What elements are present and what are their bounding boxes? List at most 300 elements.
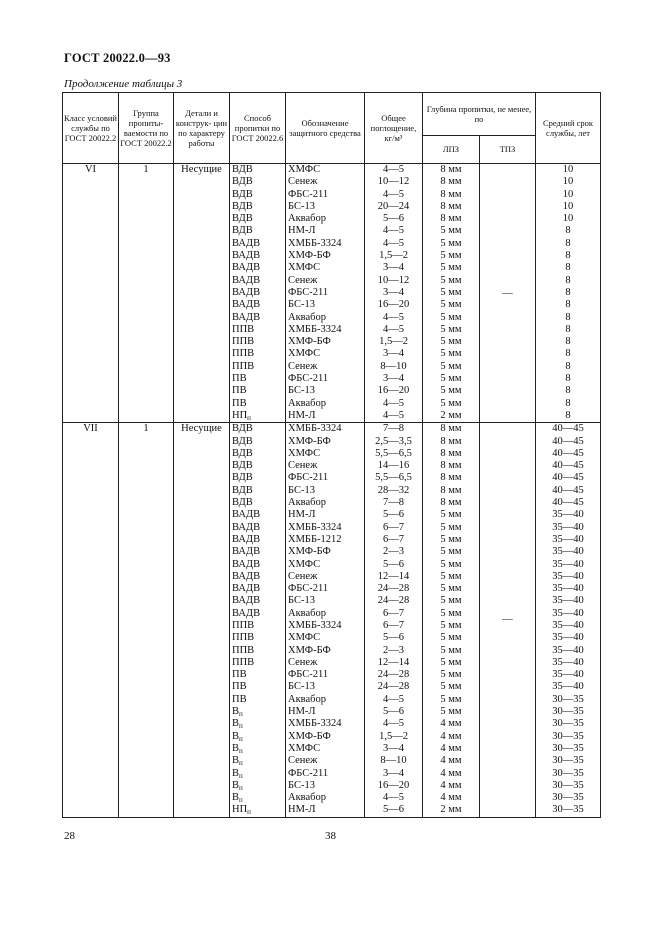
cell-absorption-entry: 4—5 <box>383 188 404 200</box>
cell-life-entry: 40—45 <box>552 435 584 447</box>
cell-agents-entry: БС-13 <box>288 484 315 496</box>
cell-life-entry: 35—40 <box>552 583 584 595</box>
table-row-group <box>63 164 601 423</box>
cell-methods-entry: ПВ <box>232 373 247 385</box>
cell-agents-entry: ХМФС <box>288 447 321 459</box>
cell-life-entry: 8 <box>565 237 571 249</box>
method-subscript: п <box>239 783 243 792</box>
cell-methods-entry: ВДВ <box>232 484 253 496</box>
col-header-tpz: ТПЗ <box>480 135 536 163</box>
cell-absorption <box>365 423 423 818</box>
cell-agents-entry: ФБС-211 <box>288 767 329 779</box>
col-header-life: Средний срок службы, лет <box>536 93 601 164</box>
cell-lpz-entry: 5 мм <box>440 595 462 607</box>
method-subscript: п <box>239 722 243 731</box>
cell-lpz-entry: 5 мм <box>440 558 462 570</box>
cell-agents-entry: Аквабор <box>288 607 327 619</box>
cell-group <box>119 423 174 818</box>
cell-agents-entry: БС-13 <box>288 385 315 397</box>
cell-methods-entry: $НП_п$ <box>232 409 251 422</box>
cell-lpz-entry: 5 мм <box>440 323 462 335</box>
method-subscript: п <box>239 746 243 755</box>
cell-methods-entry: $В_п$ <box>232 730 243 743</box>
cell-life-entry: 10 <box>562 188 574 200</box>
cell-agents-entry: Сенеж <box>288 274 318 286</box>
cell-lpz-entry: 5 мм <box>440 607 462 619</box>
cell-parts-value: Несущие <box>181 423 222 435</box>
cell-lpz-entry: 8 мм <box>440 435 462 447</box>
col-header-method: Способ пропитки по ГОСТ 20022.6 <box>230 93 286 164</box>
cell-methods-entry: $В_п$ <box>232 706 243 719</box>
method-subscript: п <box>239 734 243 743</box>
cell-life-entry: 30—35 <box>552 742 584 754</box>
cell-agents-entry: ХМББ-3324 <box>288 237 342 249</box>
cell-life-entry: 8 <box>565 409 571 421</box>
cell-life-entry: 8 <box>565 299 571 311</box>
cell-lpz-entry: 5 мм <box>440 521 462 533</box>
cell-group-value: 1 <box>143 423 149 435</box>
cell-life-entry: 40—45 <box>552 423 584 435</box>
cell-methods-entry: $В_п$ <box>232 767 243 780</box>
cell-life-entry: 8 <box>565 225 571 237</box>
cell-absorption-entry: 5—6 <box>383 706 404 718</box>
cell-lpz-entry: 8 мм <box>440 188 462 200</box>
cell-absorption-entry: 8—10 <box>380 360 407 372</box>
cell-life-entry: 30—35 <box>552 718 584 730</box>
cell-agents-entry: ФБС-211 <box>288 286 329 298</box>
cell-absorption-entry: 28—32 <box>377 484 410 496</box>
col-header-absorption: Общее поглощение, кг/м³ <box>365 93 423 164</box>
cell-agents-entry: ХМФС <box>288 742 321 754</box>
cell-agents-entry: ХМФС <box>288 632 321 644</box>
cell-agents <box>286 164 365 423</box>
cell-parts <box>174 164 230 423</box>
cell-methods-entry: ВАДВ <box>232 274 261 286</box>
cell-methods-entry: ПВ <box>232 385 247 397</box>
cell-lpz-entry: 5 мм <box>440 706 462 718</box>
cell-life-entry: 10 <box>562 200 574 212</box>
cell-agents-entry: НМ-Л <box>288 409 316 421</box>
col-header-depth: Глубина пропитки, не менее, по <box>423 93 536 136</box>
cell-agents-entry: БС-13 <box>288 681 315 693</box>
cell-agents-entry: Аквабор <box>288 497 327 509</box>
cell-life-entry: 8 <box>565 336 571 348</box>
cell-absorption-entry: 3—4 <box>383 262 404 274</box>
col-header-lpz: ЛПЗ <box>423 135 480 163</box>
cell-absorption <box>365 164 423 423</box>
cell-agents-entry: БС-13 <box>288 595 315 607</box>
cell-agents-entry: Аквабор <box>288 693 327 705</box>
cell-lpz-entry: 5 мм <box>440 570 462 582</box>
cell-life-entry: 30—35 <box>552 706 584 718</box>
cell-lpz-entry: 8 мм <box>440 460 462 472</box>
cell-life-entry: 35—40 <box>552 509 584 521</box>
cell-agents-entry: Сенеж <box>288 460 318 472</box>
cell-lpz-entry: 5 мм <box>440 546 462 558</box>
cell-life-entry: 35—40 <box>552 644 584 656</box>
cell-absorption-entry: 2—3 <box>383 546 404 558</box>
cell-methods-entry: ВДВ <box>232 200 253 212</box>
cell-methods-entry: $В_п$ <box>232 792 243 805</box>
cell-absorption-entry: 5,5—6,5 <box>375 472 412 484</box>
cell-absorption-entry: 12—14 <box>377 656 410 668</box>
cell-methods-entry: $В_п$ <box>232 718 243 731</box>
cell-agents-entry: БС-13 <box>288 779 315 791</box>
cell-agents-entry: НМ-Л <box>288 509 316 521</box>
cell-absorption-entry: 1,5—2 <box>379 336 408 348</box>
cell-lpz-entry: 5 мм <box>440 225 462 237</box>
cell-absorption-entry: 5,5—6,5 <box>375 447 412 459</box>
cell-methods-entry: ПВ <box>232 397 247 409</box>
document-code: ГОСТ 20022.0—93 <box>64 51 171 65</box>
cell-absorption-entry: 5—6 <box>383 558 404 570</box>
cell-absorption-entry: 24—28 <box>377 669 410 681</box>
cell-methods-entry: ВАДВ <box>232 570 261 582</box>
cell-agents-entry: ХМББ-1212 <box>288 533 342 545</box>
cell-absorption-entry: 8—10 <box>380 755 407 767</box>
cell-absorption-entry: 5—6 <box>383 213 404 225</box>
cell-lpz-entry: 2 мм <box>440 804 462 816</box>
cell-agents-entry: НМ-Л <box>288 804 316 816</box>
cell-parts <box>174 423 230 818</box>
cell-absorption-entry: 3—4 <box>383 373 404 385</box>
cell-methods <box>230 164 286 423</box>
cell-absorption-entry: 6—7 <box>383 533 404 545</box>
cell-absorption-entry: 5—6 <box>383 632 404 644</box>
cell-methods-entry: ВАДВ <box>232 583 261 595</box>
cell-agents-entry: Аквабор <box>288 792 327 804</box>
cell-life <box>536 164 601 423</box>
cell-methods-entry: ВАДВ <box>232 509 261 521</box>
cell-lpz-entry: 5 мм <box>440 669 462 681</box>
cell-agents-entry: ХМФ-БФ <box>288 336 331 348</box>
cell-lpz-entry: 8 мм <box>440 447 462 459</box>
cell-life-entry: 40—45 <box>552 472 584 484</box>
cell-methods-entry: ВДВ <box>232 447 253 459</box>
cell-life-entry: 30—35 <box>552 693 584 705</box>
cell-lpz-entry: 8 мм <box>440 423 462 435</box>
cell-methods-entry: ВДВ <box>232 176 253 188</box>
cell-absorption-entry: 24—28 <box>377 681 410 693</box>
cell-lpz-entry: 4 мм <box>440 730 462 742</box>
cell-methods-entry: ВДВ <box>232 225 253 237</box>
cell-lpz-entry: 5 мм <box>440 286 462 298</box>
cell-lpz-entry: 8 мм <box>440 472 462 484</box>
cell-absorption-entry: 24—28 <box>377 595 410 607</box>
cell-lpz-entry: 5 мм <box>440 583 462 595</box>
cell-methods-entry: ВАДВ <box>232 533 261 545</box>
cell-absorption-entry: 4—5 <box>383 237 404 249</box>
cell-lpz-entry: 5 мм <box>440 360 462 372</box>
cell-class-value: VII <box>83 423 98 435</box>
cell-absorption-entry: 5—6 <box>383 509 404 521</box>
cell-methods-entry: ВАДВ <box>232 250 261 262</box>
cell-methods-entry: ВАДВ <box>232 286 261 298</box>
cell-life-entry: 35—40 <box>552 669 584 681</box>
cell-tpz-value: — <box>502 287 513 299</box>
cell-methods-entry: ППВ <box>232 360 255 372</box>
cell-lpz-entry: 4 мм <box>440 767 462 779</box>
cell-life-entry: 40—45 <box>552 484 584 496</box>
cell-life-entry: 30—35 <box>552 804 584 816</box>
cell-agents-entry: ФБС-211 <box>288 188 329 200</box>
cell-agents-entry: Сенеж <box>288 755 318 767</box>
cell-absorption-entry: 20—24 <box>377 200 410 212</box>
cell-group-value: 1 <box>143 164 149 175</box>
cell-life-entry: 10 <box>562 176 574 188</box>
cell-life-entry: 10 <box>562 213 574 225</box>
cell-absorption-entry: 3—4 <box>383 742 404 754</box>
cell-lpz-entry: 5 мм <box>440 632 462 644</box>
cell-absorption-entry: 6—7 <box>383 619 404 631</box>
cell-methods-entry: ВАДВ <box>232 595 261 607</box>
cell-agents-entry: ХМФС <box>288 164 321 175</box>
cell-life-entry: 8 <box>565 262 571 274</box>
cell-lpz-entry: 4 мм <box>440 742 462 754</box>
method-subscript: п <box>239 796 243 805</box>
cell-agents-entry: ХМББ-3324 <box>288 521 342 533</box>
cell-methods-entry: ПВ <box>232 681 247 693</box>
cell-agents-entry: Сенеж <box>288 570 318 582</box>
cell-lpz-entry: 2 мм <box>440 409 462 421</box>
cell-absorption-entry: 7—8 <box>383 423 404 435</box>
cell-methods-entry: $В_п$ <box>232 742 243 755</box>
cell-life-entry: 40—45 <box>552 460 584 472</box>
cell-agents-entry: Аквабор <box>288 397 327 409</box>
cell-methods-entry: ППВ <box>232 323 255 335</box>
cell-methods-entry: ВАДВ <box>232 546 261 558</box>
cell-agents-entry: ХМББ-3324 <box>288 423 342 435</box>
cell-agents-entry: ХМББ-3324 <box>288 323 342 335</box>
cell-absorption-entry: 16—20 <box>377 299 410 311</box>
cell-lpz-entry: 5 мм <box>440 397 462 409</box>
cell-methods-entry: ППВ <box>232 336 255 348</box>
cell-methods-entry: ППВ <box>232 619 255 631</box>
cell-agents-entry: ХМФ-БФ <box>288 644 331 656</box>
cell-life-entry: 8 <box>565 250 571 262</box>
cell-class-value: VI <box>84 164 97 175</box>
cell-life-entry: 30—35 <box>552 767 584 779</box>
cell-agents-entry: ФБС-211 <box>288 373 329 385</box>
cell-methods-entry: ППВ <box>232 644 255 656</box>
cell-absorption-entry: 3—4 <box>383 767 404 779</box>
cell-parts-value: Несущие <box>181 164 222 175</box>
cell-class <box>63 423 119 818</box>
cell-agents-entry: ХМББ-3324 <box>288 718 342 730</box>
cell-methods <box>230 423 286 818</box>
cell-agents-entry: Сенеж <box>288 360 318 372</box>
cell-lpz-entry: 5 мм <box>440 656 462 668</box>
method-subscript: п <box>247 808 251 817</box>
method-subscript: п <box>247 413 251 422</box>
cell-lpz-entry: 5 мм <box>440 311 462 323</box>
cell-absorption-entry: 10—12 <box>377 274 410 286</box>
cell-life-entry: 30—35 <box>552 792 584 804</box>
cell-lpz-entry: 5 мм <box>440 509 462 521</box>
cell-lpz-entry: 5 мм <box>440 644 462 656</box>
cell-absorption-entry: 4—5 <box>383 311 404 323</box>
col-header-parts: Детали и конструк- ции по характеру работы <box>174 93 230 164</box>
cell-agents-entry: ФБС-211 <box>288 669 329 681</box>
cell-life-entry: 35—40 <box>552 681 584 693</box>
cell-methods-entry: ППВ <box>232 656 255 668</box>
cell-absorption-entry: 1,5—2 <box>379 730 408 742</box>
cell-class <box>63 164 119 423</box>
cell-lpz-entry: 8 мм <box>440 484 462 496</box>
cell-tpz <box>480 423 536 818</box>
cell-methods-entry: $В_п$ <box>232 779 243 792</box>
cell-absorption-entry: 4—5 <box>383 225 404 237</box>
cell-lpz-entry: 5 мм <box>440 250 462 262</box>
cell-agents-entry: ФБС-211 <box>288 583 329 595</box>
cell-absorption-entry: 1,5—2 <box>379 250 408 262</box>
cell-methods-entry: ВДВ <box>232 435 253 447</box>
cell-absorption-entry: 16—20 <box>377 779 410 791</box>
cell-group <box>119 164 174 423</box>
cell-life-entry: 8 <box>565 373 571 385</box>
cell-methods-entry: ВАДВ <box>232 299 261 311</box>
cell-methods-entry: ВДВ <box>232 460 253 472</box>
cell-life-entry: 8 <box>565 360 571 372</box>
cell-methods-entry: ВДВ <box>232 472 253 484</box>
method-subscript: п <box>239 710 243 719</box>
cell-lpz-entry: 5 мм <box>440 681 462 693</box>
cell-absorption-entry: 5—6 <box>383 804 404 816</box>
cell-absorption-entry: 3—4 <box>383 348 404 360</box>
cell-methods-entry: ВДВ <box>232 423 253 435</box>
table-row-group <box>63 423 601 818</box>
cell-life-entry: 8 <box>565 311 571 323</box>
cell-methods-entry: ВДВ <box>232 497 253 509</box>
impregnation-table <box>62 92 601 818</box>
cell-life-entry: 30—35 <box>552 755 584 767</box>
cell-life-entry: 8 <box>565 323 571 335</box>
method-subscript: п <box>239 759 243 768</box>
cell-agents-entry: Аквабор <box>288 213 327 225</box>
cell-life-entry: 30—35 <box>552 730 584 742</box>
cell-lpz-entry: 4 мм <box>440 718 462 730</box>
cell-lpz-entry: 8 мм <box>440 497 462 509</box>
cell-life-entry: 8 <box>565 274 571 286</box>
method-subscript: п <box>239 771 243 780</box>
cell-methods-entry: ППВ <box>232 632 255 644</box>
cell-life-entry: 35—40 <box>552 595 584 607</box>
cell-life-entry: 8 <box>565 385 571 397</box>
cell-lpz-entry: 8 мм <box>440 200 462 212</box>
cell-life-entry: 40—45 <box>552 497 584 509</box>
cell-agents-entry: ФБС-211 <box>288 472 329 484</box>
cell-absorption-entry: 2,5—3,5 <box>375 435 412 447</box>
cell-methods-entry: $НП_п$ <box>232 804 251 817</box>
cell-lpz-entry: 5 мм <box>440 348 462 360</box>
cell-lpz-entry: 5 мм <box>440 274 462 286</box>
cell-absorption-entry: 4—5 <box>383 693 404 705</box>
cell-life-entry: 35—40 <box>552 607 584 619</box>
cell-lpz-entry: 8 мм <box>440 176 462 188</box>
cell-lpz-entry: 4 мм <box>440 755 462 767</box>
cell-methods-entry: ВДВ <box>232 213 253 225</box>
cell-agents-entry: Сенеж <box>288 656 318 668</box>
table-continuation-caption: Продолжение таблицы 3 <box>64 78 183 90</box>
cell-agents-entry: ХМФС <box>288 262 321 274</box>
cell-tpz-value: — <box>502 614 513 626</box>
cell-lpz <box>423 164 480 423</box>
cell-lpz-entry: 5 мм <box>440 693 462 705</box>
cell-absorption-entry: 4—5 <box>383 718 404 730</box>
cell-life-entry: 35—40 <box>552 521 584 533</box>
cell-methods-entry: ПВ <box>232 693 247 705</box>
cell-life-entry: 40—45 <box>552 447 584 459</box>
cell-absorption-entry: 4—5 <box>383 397 404 409</box>
cell-life-entry: 35—40 <box>552 632 584 644</box>
cell-methods-entry: $В_п$ <box>232 755 243 768</box>
cell-lpz-entry: 4 мм <box>440 779 462 791</box>
cell-agents-entry: Сенеж <box>288 176 318 188</box>
cell-methods-entry: ВДВ <box>232 188 253 200</box>
cell-methods-entry: ВАДВ <box>232 558 261 570</box>
cell-lpz-entry: 5 мм <box>440 385 462 397</box>
cell-agents-entry: ХМФС <box>288 558 321 570</box>
cell-agents-entry: НМ-Л <box>288 706 316 718</box>
cell-agents-entry: БС-13 <box>288 200 315 212</box>
cell-life-entry: 35—40 <box>552 558 584 570</box>
cell-absorption-entry: 6—7 <box>383 521 404 533</box>
cell-agents-entry: ХМФС <box>288 348 321 360</box>
cell-absorption-entry: 4—5 <box>383 792 404 804</box>
cell-absorption-entry: 4—5 <box>383 164 404 175</box>
cell-methods-entry: ВАДВ <box>232 607 261 619</box>
cell-life-entry: 35—40 <box>552 619 584 631</box>
cell-life-entry: 8 <box>565 286 571 298</box>
cell-agents-entry: БС-13 <box>288 299 315 311</box>
cell-lpz-entry: 5 мм <box>440 619 462 631</box>
cell-life-entry: 35—40 <box>552 533 584 545</box>
cell-absorption-entry: 7—8 <box>383 497 404 509</box>
cell-lpz-entry: 5 мм <box>440 373 462 385</box>
cell-life-entry: 35—40 <box>552 656 584 668</box>
cell-agents-entry: Аквабор <box>288 311 327 323</box>
cell-agents-entry: ХМББ-3324 <box>288 619 342 631</box>
cell-lpz-entry: 5 мм <box>440 299 462 311</box>
cell-life-entry: 30—35 <box>552 779 584 791</box>
cell-absorption-entry: 4—5 <box>383 409 404 421</box>
cell-agents-entry: ХМФ-БФ <box>288 546 331 558</box>
cell-methods-entry: ПВ <box>232 669 247 681</box>
cell-lpz-entry: 5 мм <box>440 336 462 348</box>
cell-lpz-entry: 8 мм <box>440 213 462 225</box>
cell-life <box>536 423 601 818</box>
cell-life-entry: 8 <box>565 397 571 409</box>
col-header-group: Группа пропиты- ваемости по ГОСТ 20022.2 <box>119 93 174 164</box>
cell-lpz-entry: 5 мм <box>440 533 462 545</box>
cell-absorption-entry: 4—5 <box>383 323 404 335</box>
cell-agents-entry: ХМФ-БФ <box>288 730 331 742</box>
cell-lpz-entry: 5 мм <box>440 262 462 274</box>
cell-lpz <box>423 423 480 818</box>
cell-methods-entry: ВАДВ <box>232 521 261 533</box>
cell-life-entry: 35—40 <box>552 546 584 558</box>
col-header-agent: Обозначение защитного средства <box>286 93 365 164</box>
cell-lpz-entry: 8 мм <box>440 164 462 175</box>
page-number-left: 28 <box>64 830 75 842</box>
cell-methods-entry: ВДВ <box>232 164 253 175</box>
cell-absorption-entry: 2—3 <box>383 644 404 656</box>
cell-agents-entry: ХМФ-БФ <box>288 435 331 447</box>
cell-agents-entry: ХМФ-БФ <box>288 250 331 262</box>
cell-lpz-entry: 5 мм <box>440 237 462 249</box>
cell-methods-entry: ВАДВ <box>232 262 261 274</box>
cell-methods-entry: ВАДВ <box>232 237 261 249</box>
